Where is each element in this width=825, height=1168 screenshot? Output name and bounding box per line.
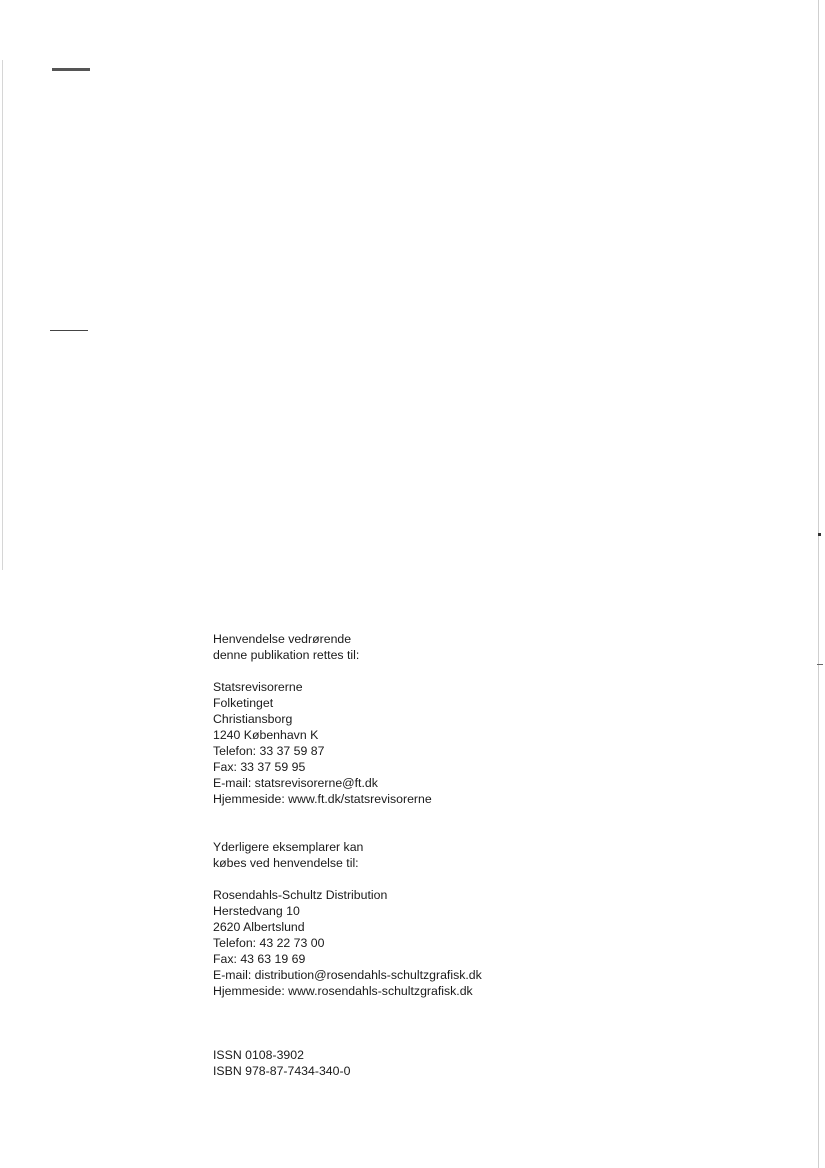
orders-intro-line: Yderligere eksemplarer kan [213, 840, 364, 854]
publisher-name: Statsrevisorerne [213, 680, 303, 694]
distributor-postal: 2620 Albertslund [213, 920, 305, 934]
publisher-email: E-mail: statsrevisorerne@ft.dk [213, 776, 378, 790]
contact-intro-line: denne publikation rettes til: [213, 648, 360, 662]
scan-edge-right [818, 0, 819, 1168]
scan-mark-top [52, 68, 90, 71]
publisher-fax: Fax: 33 37 59 95 [213, 760, 306, 774]
orders-intro-line: købes ved henvendelse til: [213, 856, 359, 870]
distributor-name: Rosendahls-Schultz Distribution [213, 888, 388, 902]
distributor-email: E-mail: distribution@rosendahls-schultzgrafisk.dk [213, 968, 482, 982]
scan-edge-left [2, 60, 3, 570]
orders-intro [213, 839, 613, 871]
isbn: ISBN 978-87-7434-340-0 [213, 1064, 351, 1078]
distributor-street: Herstedvang 10 [213, 904, 300, 918]
publisher-address [213, 679, 613, 807]
contact-intro [213, 631, 613, 663]
distributor-website: Hjemmeside: www.rosendahls-schultzgrafisk.dk [213, 984, 473, 998]
publisher-phone: Telefon: 33 37 59 87 [213, 744, 325, 758]
distributor-phone: Telefon: 43 22 73 00 [213, 936, 325, 950]
contact-intro-line: Henvendelse vedrørende [213, 632, 352, 646]
publication-identifiers [213, 1047, 613, 1079]
colophon [213, 631, 613, 1079]
publisher-postal: 1240 København K [213, 728, 319, 742]
scan-mark-middle [50, 330, 88, 331]
distributor-address [213, 887, 613, 999]
scan-tick-right [817, 664, 823, 665]
distributor-fax: Fax: 43 63 19 69 [213, 952, 306, 966]
issn: ISSN 0108-3902 [213, 1048, 304, 1062]
publisher-institution: Folketinget [213, 696, 274, 710]
publisher-website: Hjemmeside: www.ft.dk/statsrevisorerne [213, 792, 432, 806]
scan-dot-right [818, 533, 821, 536]
publisher-building: Christiansborg [213, 712, 293, 726]
